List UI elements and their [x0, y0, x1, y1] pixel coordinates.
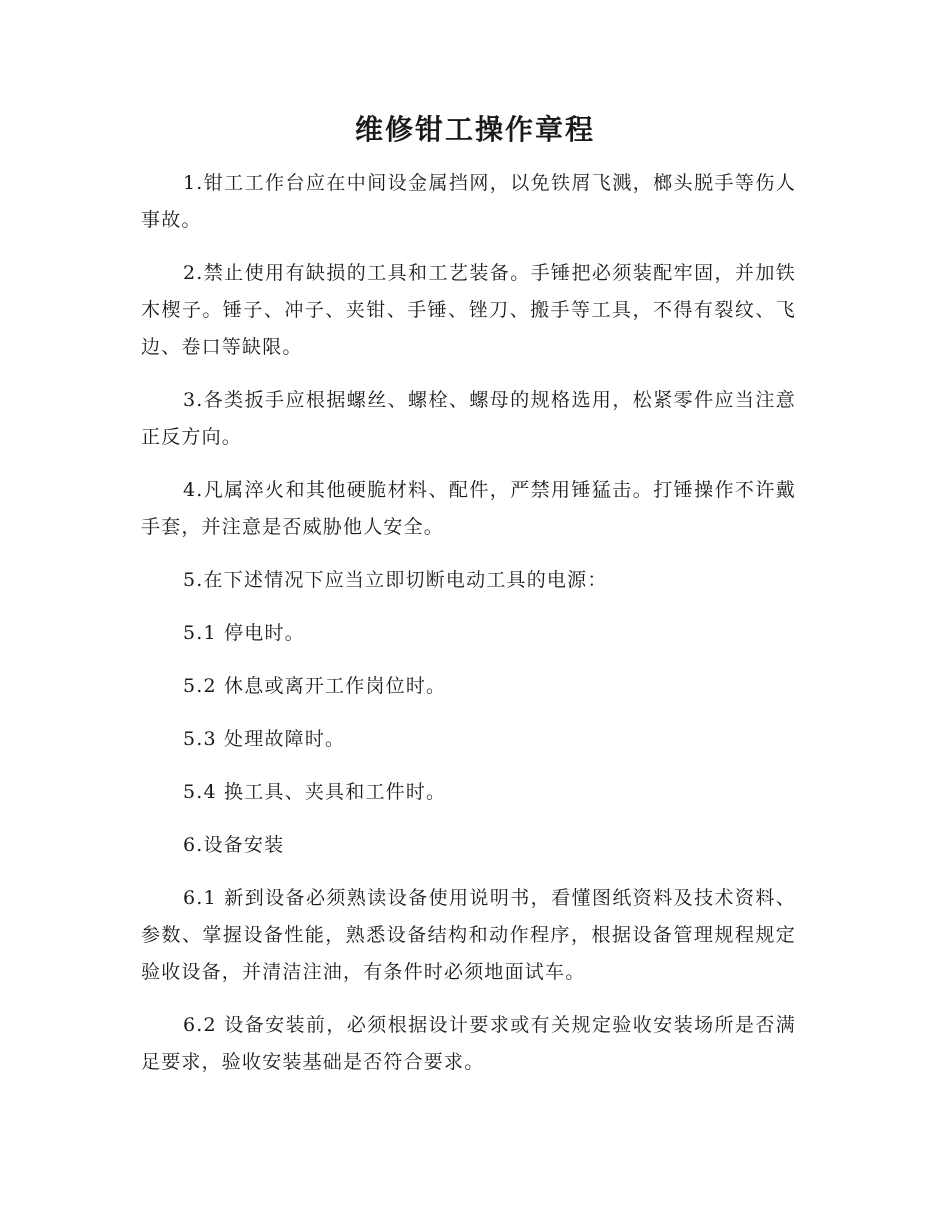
paragraph-4: 4.凡属淬火和其他硬脆材料、配件，严禁用锤猛击。打锤操作不许戴手套，并注意是否威胁他人安全。	[141, 479, 796, 538]
document-title: 维修钳工操作章程	[354, 113, 595, 146]
paragraph-6: 6.设备安装	[183, 834, 285, 856]
paragraph-5-4: 5.4 换工具、夹具和工件时。	[183, 781, 447, 803]
paragraph-5-1: 5.1 停电时。	[183, 622, 305, 644]
paragraph-5-2: 5.2 休息或离开工作岗位时。	[183, 675, 447, 697]
paragraph-5: 5.在下述情况下应当立即切断电动工具的电源：	[183, 569, 608, 591]
paragraph-2: 2.禁止使用有缺损的工具和工艺装备。手锤把必须装配牢固，并加铁木楔子。锤子、冲子、夹钳、手锤、锉刀、搬手等工具，不得有裂纹、飞边、卷口等缺限。	[141, 262, 796, 358]
paragraph-6-2: 6.2 设备安装前，必须根据设计要求或有关规定验收安装场所是否满足要求，验收安装基础是否符合要求。	[141, 1014, 796, 1073]
document-body	[141, 165, 796, 1097]
paragraph-3: 3.各类扳手应根据螺丝、螺栓、螺母的规格选用，松紧零件应当注意正反方向。	[141, 389, 796, 448]
paragraph-6-1: 6.1 新到设备必须熟读设备使用说明书，看懂图纸资料及技术资料、参数、掌握设备性能，熟悉设备结构和动作程序，根据设备管理规程规定验收设备，并清洁注油，有条件时必须地面试车。	[141, 887, 796, 983]
paragraph-1: 1.钳工工作台应在中间设金属挡网，以免铁屑飞溅，榔头脱手等伤人事故。	[141, 172, 796, 231]
paragraph-5-3: 5.3 处理故障时。	[183, 728, 346, 750]
